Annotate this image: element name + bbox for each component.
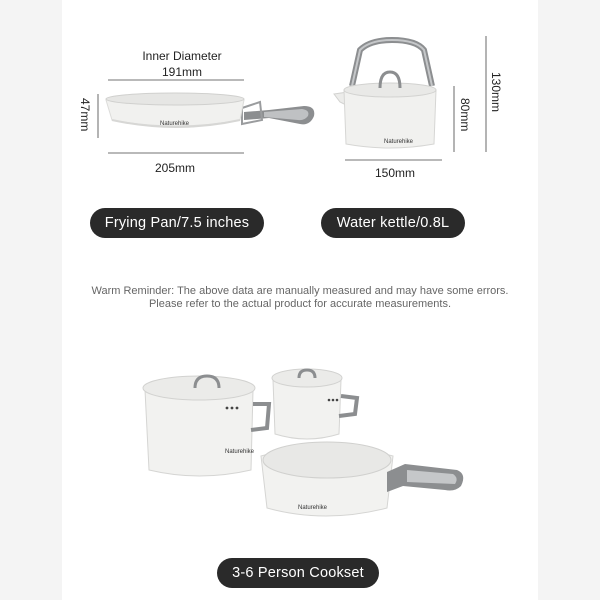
cookset-title-badge: 3-6 Person Cookset [217,558,379,588]
kettle-width-label: 150mm [374,166,415,180]
warm-reminder-line-2: Please refer to the actual product for accurate measurements. [148,298,452,310]
kettle-body-height-label: 80mm [458,98,472,132]
frying-pan-title-badge: Frying Pan/7.5 inches [90,208,264,238]
kettle-brand-logo: Naturehike [384,139,414,145]
warm-reminder-line-1: Warm Reminder: The above data are manually measured and may have some errors. [91,285,509,297]
pan-width-label: 205mm [154,161,195,175]
pan-inner-diameter-label: Inner Diameter [142,49,222,63]
pan-brand-logo: Naturehike [160,121,190,127]
water-kettle-image [330,36,450,156]
pan-inner-diameter-value: 191mm [161,65,202,79]
water-kettle-title-badge: Water kettle/0.8L [321,208,465,238]
cookset-brand-logo: Naturehike [225,449,255,455]
cookset-pan-brand-logo: Naturehike [298,505,328,511]
pan-height-label: 47mm [78,98,92,132]
kettle-total-height-label: 130mm [489,72,503,113]
